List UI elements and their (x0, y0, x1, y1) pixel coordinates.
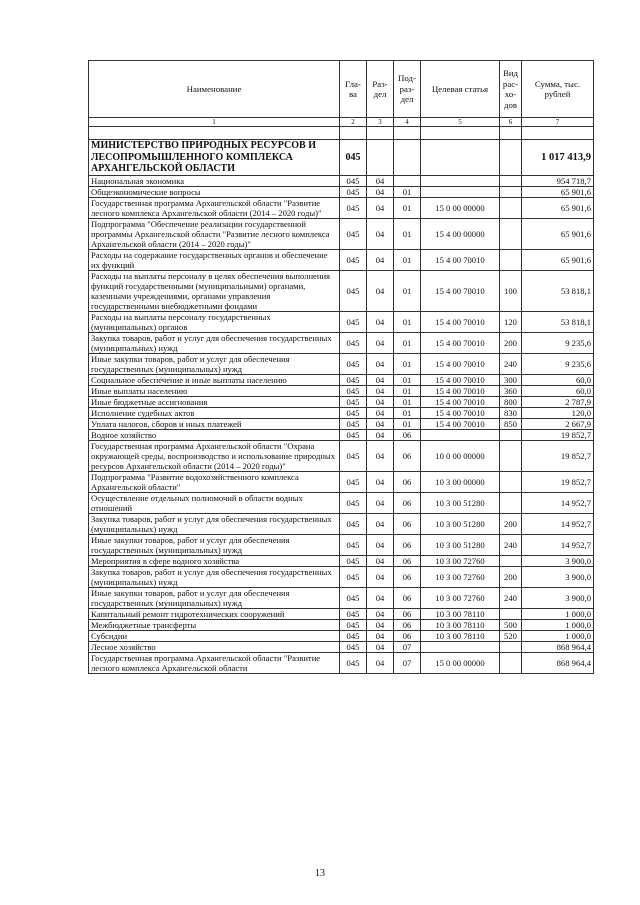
row-target: 15 4 00 70010 (421, 332, 500, 353)
row-amount: 1 000,0 (522, 630, 594, 641)
row-name: Закупка товаров, работ и услуг для обеспечения государственных (муниципальных) нужд (89, 332, 340, 353)
row-subsection: 06 (394, 513, 421, 534)
row-target: 10 3 00 72760 (421, 566, 500, 587)
header-amount: Сумма, тыс. рублей (522, 61, 594, 118)
row-name: Расходы на выплаты персоналу в целях обеспечения выполнения функций государственными (муниципальными) органами, казенными учреждениями, органами управления государственными внебюджетными фондами (89, 270, 340, 311)
row-amount: 60,0 (522, 374, 594, 385)
ministry-chapter: 045 (340, 140, 367, 176)
row-target: 15 0 00 00000 (421, 197, 500, 218)
row-chapter: 045 (340, 374, 367, 385)
row-subsection: 01 (394, 396, 421, 407)
row-subsection: 01 (394, 332, 421, 353)
row-section: 04 (367, 353, 394, 374)
row-type (500, 440, 522, 471)
row-section: 04 (367, 186, 394, 197)
row-name: Капитальный ремонт гидротехнических сооружений (89, 608, 340, 619)
row-subsection: 06 (394, 566, 421, 587)
table-row (89, 641, 594, 652)
row-section: 04 (367, 440, 394, 471)
row-section: 04 (367, 652, 394, 673)
row-chapter: 045 (340, 652, 367, 673)
row-name: Межбюджетные трансферты (89, 619, 340, 630)
table-row (89, 197, 594, 218)
header-section: Раз-дел (367, 61, 394, 118)
table-row (89, 652, 594, 673)
row-type: 830 (500, 407, 522, 418)
row-target: 15 4 00 70010 (421, 396, 500, 407)
ministry-name: МИНИСТЕРСТВО ПРИРОДНЫХ РЕСУРСОВ И ЛЕСОПРОМЫШЛЕННОГО КОМПЛЕКСА АРХАНГЕЛЬСКОЙ ОБЛАСТИ (89, 140, 340, 176)
row-target (421, 186, 500, 197)
row-amount: 65 901,6 (522, 186, 594, 197)
row-name: Иные закупки товаров, работ и услуг для обеспечения государственных (муниципальных) нужд (89, 353, 340, 374)
row-name: Государственная программа Архангельской области "Охрана окружающей среды, воспроизводство и использование природных ресурсов Архангельской области (2014 – 2020 годы)" (89, 440, 340, 471)
row-name: Государственная программа Архангельской области "Развитие лесного комплекса Архангельской области (2014 – 2020 годы)" (89, 197, 340, 218)
table-row (89, 311, 594, 332)
header-target: Целевая статья (421, 61, 500, 118)
column-number: 1 (89, 118, 340, 127)
row-type: 240 (500, 587, 522, 608)
row-name: Расходы на выплаты персоналу государственных (муниципальных) органов (89, 311, 340, 332)
row-amount: 14 952,7 (522, 534, 594, 555)
row-type: 500 (500, 619, 522, 630)
row-name: Водное хозяйство (89, 429, 340, 440)
header-row (89, 61, 594, 118)
row-chapter: 045 (340, 175, 367, 186)
row-type: 360 (500, 385, 522, 396)
row-chapter: 045 (340, 418, 367, 429)
row-amount: 120,0 (522, 407, 594, 418)
header-name: Наименование (89, 61, 340, 118)
row-chapter: 045 (340, 396, 367, 407)
row-target: 10 3 00 78110 (421, 608, 500, 619)
row-name: Закупка товаров, работ и услуг для обеспечения государственных (муниципальных) нужд (89, 566, 340, 587)
row-chapter: 045 (340, 641, 367, 652)
row-chapter: 045 (340, 353, 367, 374)
row-target: 10 3 00 00000 (421, 471, 500, 492)
row-subsection: 06 (394, 555, 421, 566)
row-subsection: 06 (394, 492, 421, 513)
table-row (89, 218, 594, 249)
row-subsection: 06 (394, 608, 421, 619)
spacer-row (89, 127, 594, 140)
column-number: 5 (421, 118, 500, 127)
row-type (500, 652, 522, 673)
row-subsection: 01 (394, 311, 421, 332)
row-amount: 3 900,0 (522, 566, 594, 587)
row-subsection: 01 (394, 249, 421, 270)
row-target: 15 4 00 70010 (421, 374, 500, 385)
row-section: 04 (367, 385, 394, 396)
row-subsection: 01 (394, 270, 421, 311)
row-chapter: 045 (340, 197, 367, 218)
column-number: 4 (394, 118, 421, 127)
row-subsection: 06 (394, 630, 421, 641)
row-chapter: 045 (340, 407, 367, 418)
row-section: 04 (367, 270, 394, 311)
table-row (89, 186, 594, 197)
row-target: 10 3 00 72760 (421, 587, 500, 608)
row-name: Уплата налогов, сборов и иных платежей (89, 418, 340, 429)
column-number: 7 (522, 118, 594, 127)
row-section: 04 (367, 249, 394, 270)
row-amount: 19 852,7 (522, 429, 594, 440)
row-name: Иные выплаты населению (89, 385, 340, 396)
row-name: Субсидии (89, 630, 340, 641)
row-chapter: 045 (340, 534, 367, 555)
row-type (500, 197, 522, 218)
row-type (500, 608, 522, 619)
column-number: 3 (367, 118, 394, 127)
row-section: 04 (367, 407, 394, 418)
row-amount: 868 964,4 (522, 652, 594, 673)
row-chapter: 045 (340, 270, 367, 311)
row-amount: 53 818,1 (522, 270, 594, 311)
budget-table (88, 60, 594, 674)
row-amount: 1 000,0 (522, 608, 594, 619)
row-amount: 14 952,7 (522, 492, 594, 513)
row-subsection: 07 (394, 641, 421, 652)
row-type (500, 218, 522, 249)
row-chapter: 045 (340, 630, 367, 641)
row-chapter: 045 (340, 311, 367, 332)
table-row (89, 555, 594, 566)
row-name: Закупка товаров, работ и услуг для обеспечения государственных (муниципальных) нужд (89, 513, 340, 534)
row-target: 15 4 00 70010 (421, 385, 500, 396)
row-section: 04 (367, 619, 394, 630)
row-chapter: 045 (340, 440, 367, 471)
row-type: 240 (500, 353, 522, 374)
row-type: 120 (500, 311, 522, 332)
row-section: 04 (367, 175, 394, 186)
row-name: Социальное обеспечение и иные выплаты населению (89, 374, 340, 385)
row-type: 200 (500, 513, 522, 534)
row-target: 15 4 00 00000 (421, 218, 500, 249)
row-section: 04 (367, 197, 394, 218)
row-amount: 65 901,6 (522, 249, 594, 270)
row-subsection: 06 (394, 534, 421, 555)
row-type: 520 (500, 630, 522, 641)
row-type (500, 555, 522, 566)
row-amount: 14 952,7 (522, 513, 594, 534)
column-numbers-row (89, 118, 594, 127)
row-subsection: 07 (394, 652, 421, 673)
row-target (421, 175, 500, 186)
row-section: 04 (367, 396, 394, 407)
row-type: 200 (500, 566, 522, 587)
table-row (89, 471, 594, 492)
row-subsection: 01 (394, 418, 421, 429)
row-chapter: 045 (340, 218, 367, 249)
ministry-amount: 1 017 413,9 (522, 140, 594, 176)
row-section: 04 (367, 566, 394, 587)
row-amount: 53 818,1 (522, 311, 594, 332)
row-chapter: 045 (340, 608, 367, 619)
row-section: 04 (367, 429, 394, 440)
table-row (89, 396, 594, 407)
row-name: Иные закупки товаров, работ и услуг для обеспечения государственных (муниципальных) нужд (89, 587, 340, 608)
table-row (89, 619, 594, 630)
table-row (89, 353, 594, 374)
row-target: 15 4 00 70010 (421, 353, 500, 374)
row-target: 10 3 00 78110 (421, 619, 500, 630)
row-section: 04 (367, 418, 394, 429)
header-chapter: Гла-ва (340, 61, 367, 118)
row-name: Национальная экономика (89, 175, 340, 186)
row-type: 800 (500, 396, 522, 407)
row-subsection: 01 (394, 186, 421, 197)
table-row (89, 429, 594, 440)
row-target: 10 3 00 78110 (421, 630, 500, 641)
row-amount: 60,0 (522, 385, 594, 396)
row-section: 04 (367, 332, 394, 353)
row-target: 15 4 00 70010 (421, 270, 500, 311)
row-amount: 19 852,7 (522, 471, 594, 492)
row-amount: 3 900,0 (522, 555, 594, 566)
row-chapter: 045 (340, 385, 367, 396)
column-number: 2 (340, 118, 367, 127)
row-name: Расходы на содержание государственных органов и обеспечение их функций (89, 249, 340, 270)
header-type: Вид рас-хо-дов (500, 61, 522, 118)
row-subsection: 06 (394, 587, 421, 608)
row-section: 04 (367, 555, 394, 566)
row-section: 04 (367, 641, 394, 652)
row-target: 15 4 00 70010 (421, 407, 500, 418)
row-name: Иные закупки товаров, работ и услуг для обеспечения государственных (муниципальных) нужд (89, 534, 340, 555)
row-amount: 9 235,6 (522, 353, 594, 374)
row-target: 15 4 00 70010 (421, 311, 500, 332)
row-type (500, 429, 522, 440)
row-amount: 3 900,0 (522, 587, 594, 608)
row-section: 04 (367, 311, 394, 332)
row-subsection: 01 (394, 197, 421, 218)
row-chapter: 045 (340, 332, 367, 353)
row-type: 850 (500, 418, 522, 429)
row-target: 10 3 00 51280 (421, 513, 500, 534)
row-section: 04 (367, 587, 394, 608)
table-row (89, 587, 594, 608)
row-target (421, 641, 500, 652)
ministry-row (89, 140, 594, 176)
row-chapter: 045 (340, 471, 367, 492)
row-chapter: 045 (340, 619, 367, 630)
row-type: 100 (500, 270, 522, 311)
row-target: 10 3 00 51280 (421, 492, 500, 513)
row-amount: 954 718,7 (522, 175, 594, 186)
row-amount: 65 901,6 (522, 218, 594, 249)
row-type (500, 249, 522, 270)
row-amount: 2 667,9 (522, 418, 594, 429)
row-section: 04 (367, 608, 394, 619)
row-target: 15 4 00 70010 (421, 418, 500, 429)
row-amount: 65 901,6 (522, 197, 594, 218)
row-subsection: 06 (394, 440, 421, 471)
row-type: 300 (500, 374, 522, 385)
row-subsection: 06 (394, 619, 421, 630)
row-section: 04 (367, 374, 394, 385)
table-row (89, 374, 594, 385)
table-row (89, 566, 594, 587)
table-row (89, 534, 594, 555)
header-subsection: Под-раз-дел (394, 61, 421, 118)
row-type (500, 175, 522, 186)
table-row (89, 513, 594, 534)
row-name: Подпрограмма "Развитие водохозяйственного комплекса Архангельской области" (89, 471, 340, 492)
row-amount: 2 787,9 (522, 396, 594, 407)
row-name: Иные бюджетные ассигнования (89, 396, 340, 407)
row-amount: 19 852,7 (522, 440, 594, 471)
row-target: 10 0 00 00000 (421, 440, 500, 471)
row-name: Исполнение судебных актов (89, 407, 340, 418)
row-type (500, 471, 522, 492)
row-subsection: 06 (394, 429, 421, 440)
row-subsection: 01 (394, 353, 421, 374)
table-row (89, 175, 594, 186)
row-type: 200 (500, 332, 522, 353)
row-chapter: 045 (340, 186, 367, 197)
table-body (89, 127, 594, 674)
table-row (89, 385, 594, 396)
row-name: Лесное хозяйство (89, 641, 340, 652)
row-chapter: 045 (340, 492, 367, 513)
row-amount: 9 235,6 (522, 332, 594, 353)
row-section: 04 (367, 218, 394, 249)
row-name: Государственная программа Архангельской области "Развитие лесного комплекса Архангельской области (89, 652, 340, 673)
table-row (89, 630, 594, 641)
row-chapter: 045 (340, 429, 367, 440)
table-row (89, 440, 594, 471)
row-target: 10 3 00 72760 (421, 555, 500, 566)
row-section: 04 (367, 534, 394, 555)
row-name: Мероприятия в сфере водного хозяйства (89, 555, 340, 566)
row-name: Общеэкономические вопросы (89, 186, 340, 197)
table-row (89, 418, 594, 429)
row-target: 15 4 00 70010 (421, 249, 500, 270)
table-row (89, 249, 594, 270)
table-row (89, 407, 594, 418)
table-row (89, 332, 594, 353)
row-amount: 1 000,0 (522, 619, 594, 630)
row-subsection: 01 (394, 407, 421, 418)
row-chapter: 045 (340, 587, 367, 608)
row-subsection: 01 (394, 374, 421, 385)
row-chapter: 045 (340, 555, 367, 566)
column-number: 6 (500, 118, 522, 127)
row-section: 04 (367, 492, 394, 513)
row-target: 15 0 00 00000 (421, 652, 500, 673)
row-chapter: 045 (340, 566, 367, 587)
row-target (421, 429, 500, 440)
table-row (89, 492, 594, 513)
row-name: Подпрограмма "Обеспечение реализации государственной программы Архангельской области "Развитие лесного комплекса Архангельской области (2014 – 2020 годы)" (89, 218, 340, 249)
row-subsection (394, 175, 421, 186)
row-amount: 868 964,4 (522, 641, 594, 652)
table-row (89, 270, 594, 311)
row-target: 10 3 00 51280 (421, 534, 500, 555)
row-name: Осуществление отдельных полномочий в области водных отношений (89, 492, 340, 513)
row-type (500, 641, 522, 652)
row-type (500, 492, 522, 513)
row-chapter: 045 (340, 249, 367, 270)
row-section: 04 (367, 513, 394, 534)
row-section: 04 (367, 630, 394, 641)
row-section: 04 (367, 471, 394, 492)
row-type (500, 186, 522, 197)
page-number: 13 (315, 868, 325, 879)
row-subsection: 06 (394, 471, 421, 492)
table-row (89, 608, 594, 619)
row-chapter: 045 (340, 513, 367, 534)
row-subsection: 01 (394, 218, 421, 249)
row-type: 240 (500, 534, 522, 555)
row-subsection: 01 (394, 385, 421, 396)
